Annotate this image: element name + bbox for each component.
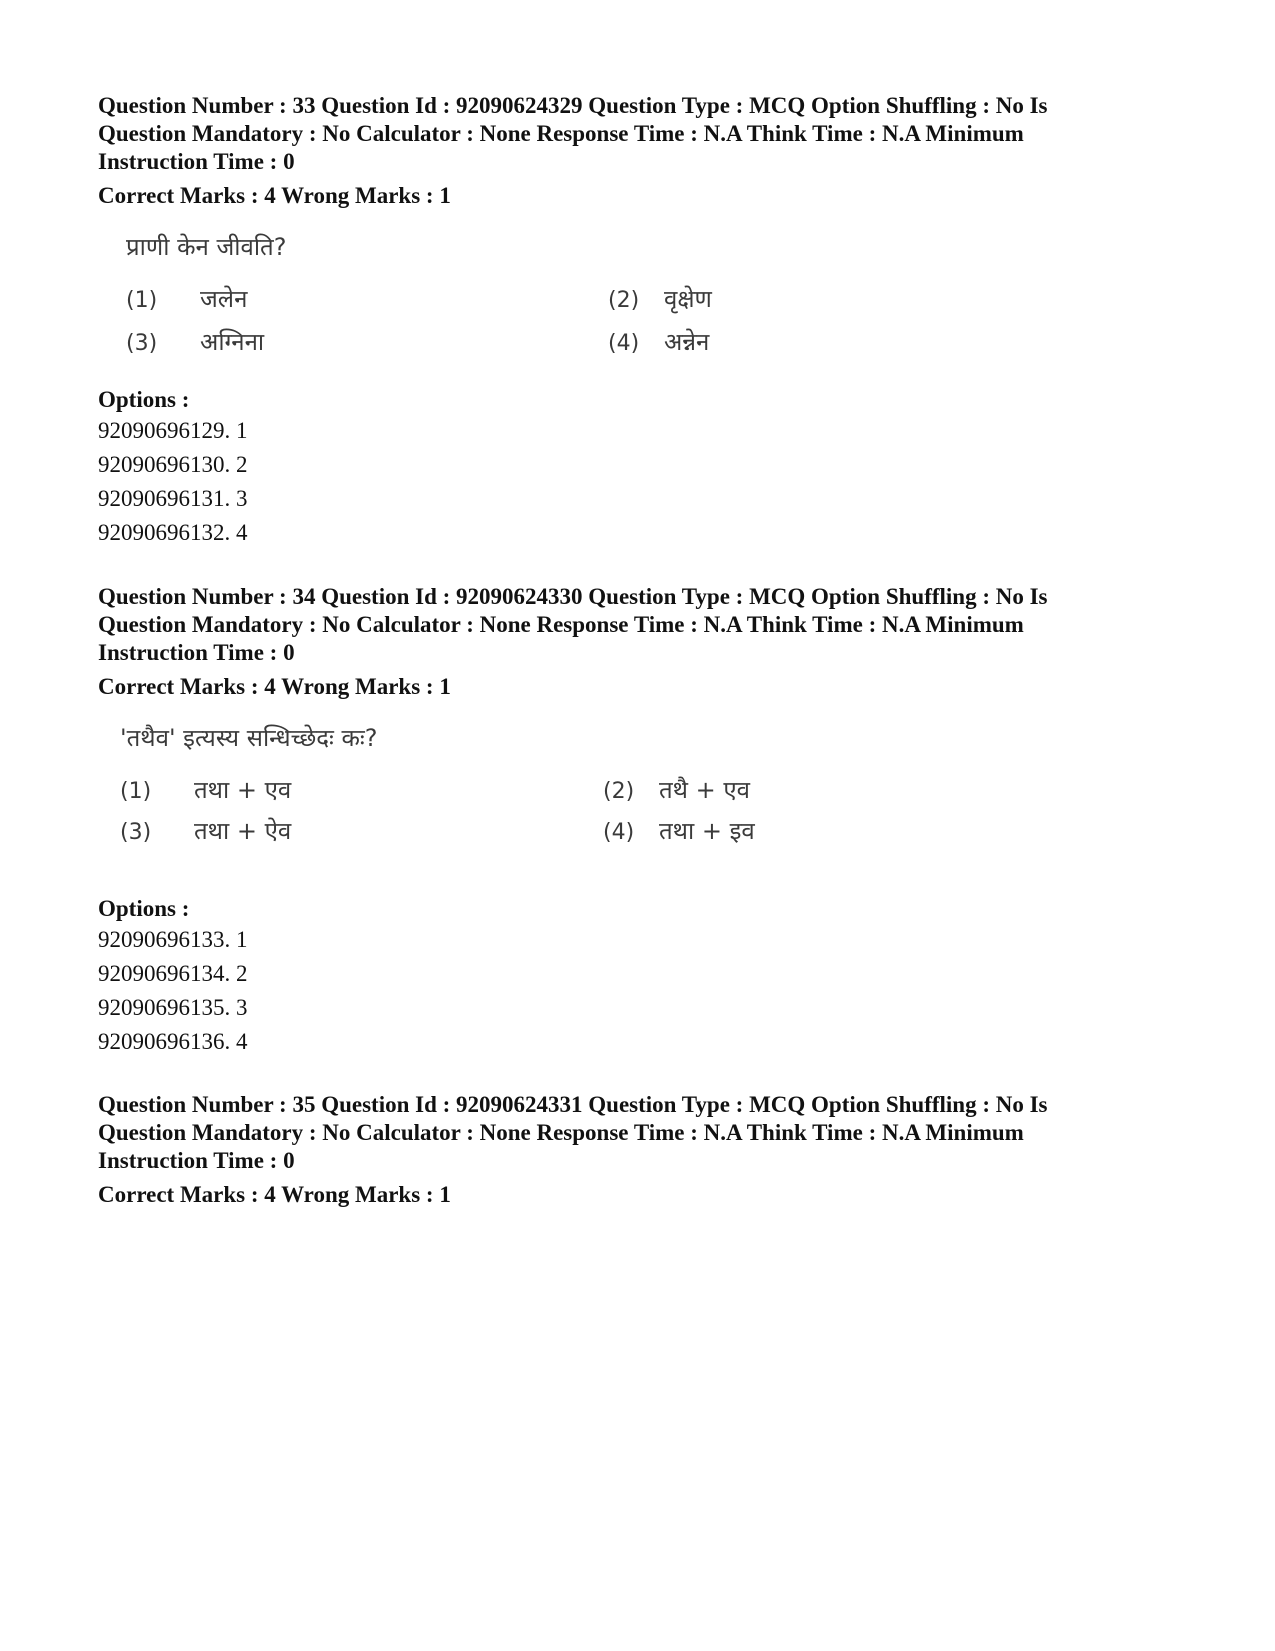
options-block-33 <box>98 386 248 550</box>
option-line: 92090696129. 1 <box>98 418 248 443</box>
question-text: 'तथैव' इत्यस्य सन्धिच्छेदः कः? <box>120 724 378 752</box>
question-35 <box>98 1091 1208 1209</box>
question-meta-line2: Question Mandatory : No Calculator : None Response Time : N.A Think Time : N.A Minimum <box>98 612 1024 637</box>
question-marks: Correct Marks : 4 Wrong Marks : 1 <box>98 183 451 208</box>
question-meta-line3: Instruction Time : 0 <box>98 1148 295 1173</box>
option-line: 92090696131. 3 <box>98 486 248 511</box>
choice-text: अन्नेन <box>664 328 710 356</box>
choice-4 <box>603 816 755 848</box>
options-label: Options : <box>98 896 190 921</box>
choice-number: (4) <box>603 820 635 845</box>
choice-number: (1) <box>120 779 152 804</box>
choice-3 <box>126 327 264 359</box>
question-meta-line2: Question Mandatory : No Calculator : None Response Time : N.A Think Time : N.A Minimum <box>98 121 1024 146</box>
options-label: Options : <box>98 387 190 412</box>
option-line: 92090696130. 2 <box>98 452 248 477</box>
options-block-34 <box>98 895 248 1059</box>
option-line: 92090696132. 4 <box>98 520 248 545</box>
question-meta-line2: Question Mandatory : No Calculator : None Response Time : N.A Think Time : N.A Minimum <box>98 1120 1024 1145</box>
option-line: 92090696135. 3 <box>98 995 248 1020</box>
choice-text: तथा + एव <box>194 776 292 804</box>
question-meta-line3: Instruction Time : 0 <box>98 149 295 174</box>
choice-number: (3) <box>126 331 158 356</box>
choice-text: अग्निना <box>200 328 265 356</box>
option-line: 92090696134. 2 <box>98 961 248 986</box>
choice-text: तथै + एव <box>659 776 750 804</box>
option-line: 92090696136. 4 <box>98 1029 248 1054</box>
choice-1 <box>126 284 247 316</box>
choice-number: (2) <box>608 288 640 313</box>
choice-text: तथा + इव <box>659 817 755 845</box>
question-marks: Correct Marks : 4 Wrong Marks : 1 <box>98 1182 451 1207</box>
choice-2 <box>608 284 712 316</box>
question-meta-line1: Question Number : 33 Question Id : 92090624329 Question Type : MCQ Option Shuffling : No Is <box>98 93 1048 118</box>
choice-number: (1) <box>126 288 158 313</box>
choice-number: (2) <box>603 779 635 804</box>
choice-4 <box>608 327 709 359</box>
question-text: प्राणी केन जीवति? <box>126 233 287 261</box>
question-image <box>98 232 1208 372</box>
choice-number: (4) <box>608 331 640 356</box>
choice-number: (3) <box>120 820 152 845</box>
question-meta-line1: Question Number : 35 Question Id : 92090624331 Question Type : MCQ Option Shuffling : No Is <box>98 1092 1048 1117</box>
question-marks: Correct Marks : 4 Wrong Marks : 1 <box>98 674 451 699</box>
question-image <box>98 723 1208 863</box>
choice-1 <box>120 775 291 807</box>
choice-text: जलेन <box>200 285 248 313</box>
choice-3 <box>120 816 291 848</box>
question-meta-line3: Instruction Time : 0 <box>98 640 295 665</box>
choice-text: तथा + ऐव <box>194 817 292 845</box>
question-meta-line1: Question Number : 34 Question Id : 92090624330 Question Type : MCQ Option Shuffling : No Is <box>98 584 1048 609</box>
choice-2 <box>603 775 750 807</box>
choice-text: वृक्षेण <box>664 285 712 313</box>
question-33 <box>98 92 1208 372</box>
option-line: 92090696133. 1 <box>98 927 248 952</box>
question-34 <box>98 583 1208 863</box>
